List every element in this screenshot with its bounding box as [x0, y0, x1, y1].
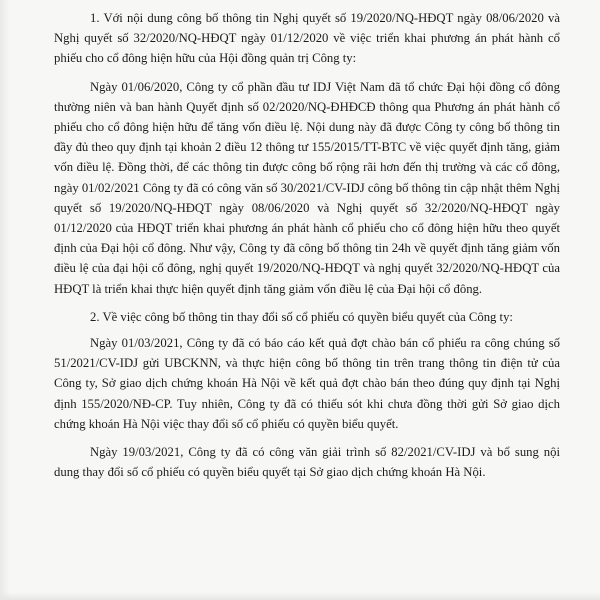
section-2-body-2: Ngày 19/03/2021, Công ty đã có công văn giải trình số 82/2021/CV-IDJ và bổ sung nội dung thay đổi số cổ phiếu có quyền biểu quyết tại Sở giao dịch chứng khoán Hà Nội.	[54, 445, 560, 480]
section-1-heading: 1. Với nội dung công bố thông tin Nghị quyết số 19/2020/NQ-HĐQT ngày 08/06/2020 và Nghị quyết số 32/2020/NQ-HĐQT ngày 01/12/2020 về việc triển khai phương án phát hành cổ phiếu cho cổ đông hiện hữu của Hội đồng quản trị Công ty:	[54, 11, 560, 66]
section-2-body-1: Ngày 01/03/2021, Công ty đã có báo cáo kết quả đợt chào bán cổ phiếu ra công chúng số 51/2021/CV-IDJ gửi UBCKNN, và thực hiện công bố thông tin trên trang thông tin điện tử của Công ty, Sở giao dịch chứng khoán Hà Nội về kết quả đợt chào bán theo đúng quy định tại Nghị định 155/2020/NĐ-CP. Tuy nhiên, Công ty đã có thiếu sót khi chưa đồng thời gửi Sở giao dịch chứng khoán Hà Nội việc thay đổi số cổ phiếu có quyền biểu quyết.	[54, 336, 560, 431]
section-2-heading: 2. Về việc công bố thông tin thay đổi số cổ phiếu có quyền biểu quyết của Công ty:	[90, 309, 513, 324]
scan-edge	[0, 592, 600, 600]
section-1-body: Ngày 01/06/2020, Công ty cổ phần đầu tư IDJ Việt Nam đã tổ chức Đại hội đồng cổ đông thường niên và ban hành Quyết định số 02/2020/NQ-ĐHĐCĐ thông qua Phương án phát hành cổ phiếu cho cổ đông hiện hữu để tăng vốn điều lệ. Nội dung này đã được Công ty công bố thông tin đầy đủ theo quy định tại khoản 2 điều 12 thông tư 155/2015/TT-BTC về việc quyết định tăng, giảm vốn điều lệ. Đồng thời, để các thông tin được công bố rộng rãi hơn đến thị trường và các cổ đông, ngày 01/02/2021 Công ty đã có công văn số 30/2021/CV-IDJ công bố thông tin cập nhật thêm Nghị quyết số 19/2020/NQ-HĐQT ngày 08/06/2020 và Nghị quyết số 32/2020/NQ-HĐQT ngày 01/12/2020 của HĐQT triển khai phương án phát hành cổ phiếu cho cổ đông hiện hữu theo quyết định của Đại hội cổ đông. Như vậy, Công ty đã công bố thông tin 24h về quyết định tăng giảm vốn điều lệ của đại hội cổ đông, nghị quyết 19/2020/NQ-HĐQT và nghị quyết 32/2020/NQ-HĐQT của HĐQT là triển khai thực hiện quyết định tăng giảm vốn điều lệ của Đại hội cổ đông.	[54, 79, 560, 296]
